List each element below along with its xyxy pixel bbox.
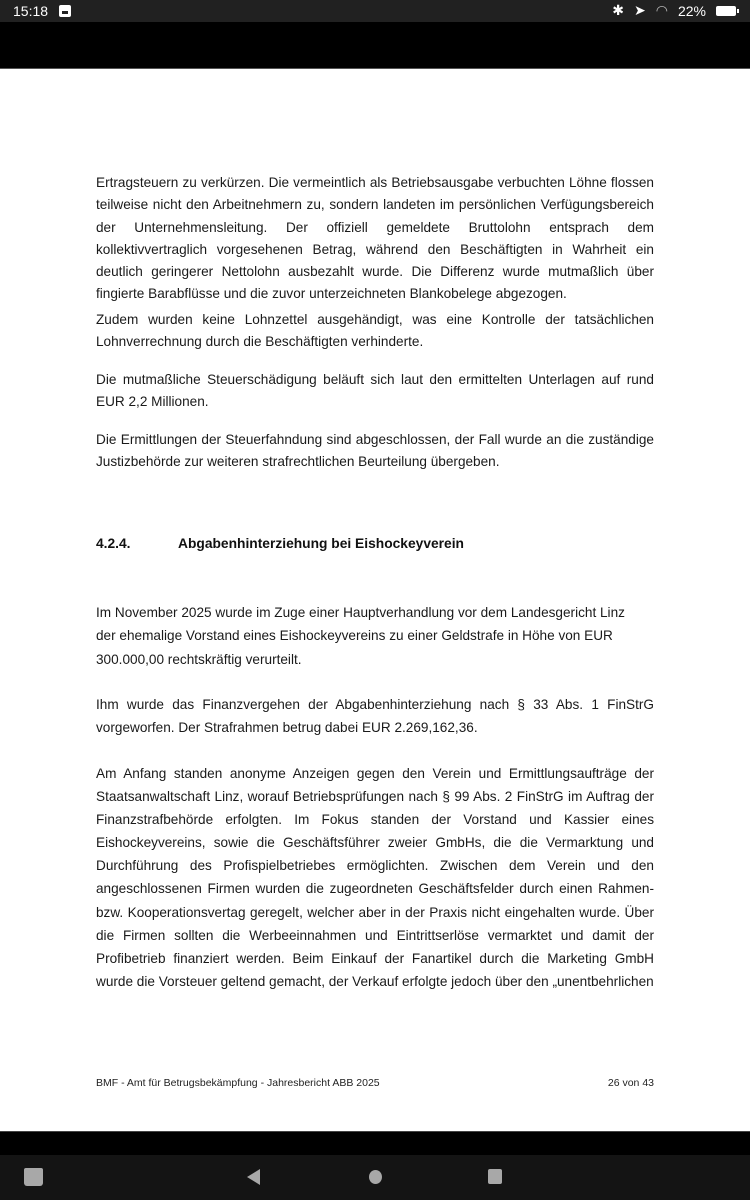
app-shortcut-icon[interactable] (24, 1168, 43, 1186)
recents-button[interactable] (488, 1169, 502, 1184)
bottom-toolbar (0, 1131, 750, 1156)
status-bar (0, 0, 750, 22)
paragraph: Die Ermittlungen der Steuerfahndung sind abgeschlossen, der Fall wurde an die zuständige Justizbehörde zur weiteren strafrechtlichen Beurteilung übergeben. (96, 432, 654, 470)
paragraph: Zudem wurden keine Lohnzettel ausgehändigt, was eine Kontrolle der tatsächlichen Lohnverrechnung durch die Beschäftigten verhinderte. (96, 312, 654, 350)
section-heading (96, 536, 464, 551)
paragraph: Im November 2025 wurde im Zuge einer Hauptverhandlung vor dem Landesgericht Linz der ehemalige Vorstand eines Eishockeyvereins zu einer Geldstrafe in Höhe von EUR 300.000,00 rechtskräftig verurteilt. (96, 605, 625, 667)
battery-charging-icon (716, 6, 736, 16)
status-icons (612, 2, 736, 19)
location-icon: ➤ (634, 2, 646, 18)
back-button[interactable] (247, 1169, 260, 1185)
page-number: 26 von 43 (607, 1077, 654, 1089)
paragraph: Die mutmaßliche Steuerschädigung beläuft sich laut den ermittelten Unterlagen auf rund EUR 2,2 Millionen. (96, 372, 654, 410)
home-button[interactable] (369, 1170, 382, 1184)
app-toolbar (0, 22, 750, 69)
bluetooth-icon: ✱ (612, 2, 625, 18)
paragraph: Am Anfang standen anonyme Anzeigen gegen den Verein und Ermittlungsaufträge der Staatsanwaltschaft Linz, worauf Betriebsprüfungen nach § 99 Abs. 2 FinStrG im Auftrag der Finanzstrafbehörde erfolgten. Im Fokus standen der Vorstand und Kassier eines Eishockeyvereins, sowie die Geschäftsführer zweier GmbHs, die die Vermarktung und Durchführung des Profispielbetriebes ermöglichten. Zwischen dem Verein und den angeschlossenen Firmen wurden die zugeordneten Geschäftsfelder durch einen Rahmen- bzw. Kooperationsvertag geregelt, welcher aber in der Praxis nicht eingehalten wurde. Über die Firmen sollten die Werbeeinnahmen und Eintrittserlöse vermarktet und damit der Profibetrieb finanziert werden. Beim Einkauf der Fanartikel durch die Marketing GmbH wurde die Vorsteuer geltend gemacht, der Verkauf erfolgte jedoch über den „unentbehrlichen (96, 766, 654, 989)
paragraph: Ertragsteuern zu verkürzen. Die vermeintlich als Betriebsausgabe verbuchten Löhne flossen teilweise nicht den Arbeitnehmern zu, sondern landeten im persönlichen Verfügungsbereich der Unternehmensleitung. Der offiziell gemeldete Bruttolohn entsprach dem kollektivvertraglich vorgesehenen Betrag, während den Beschäftigten in Wahrheit ein deutlich geringerer Nettolohn ausbezahlt wurde. Die Differenz wurde mutmaßlich über fingierte Barabflüsse und die zuvor unterzeichneten Blankobelege abgezogen. (96, 175, 654, 302)
wifi-icon: ◠ (655, 2, 668, 18)
paragraph: Ihm wurde das Finanzvergehen der Abgabenhinterziehung nach § 33 Abs. 1 FinStrG vorgeworfen. Der Strafrahmen betrug dabei EUR 2.269,162,36. (96, 697, 654, 736)
clock: 15:18 (13, 3, 49, 19)
section-number: 4.2.4. (96, 536, 131, 551)
page-footer (96, 1077, 654, 1089)
battery-percent: 22% (677, 2, 706, 19)
section-title: Abgabenhinterziehung bei Eishockeyverein (178, 536, 464, 551)
image-notification-icon (59, 5, 71, 17)
navigation-bar (0, 1155, 750, 1200)
footer-title: BMF - Amt für Betrugsbekämpfung - Jahresbericht ABB 2025 (96, 1077, 380, 1089)
